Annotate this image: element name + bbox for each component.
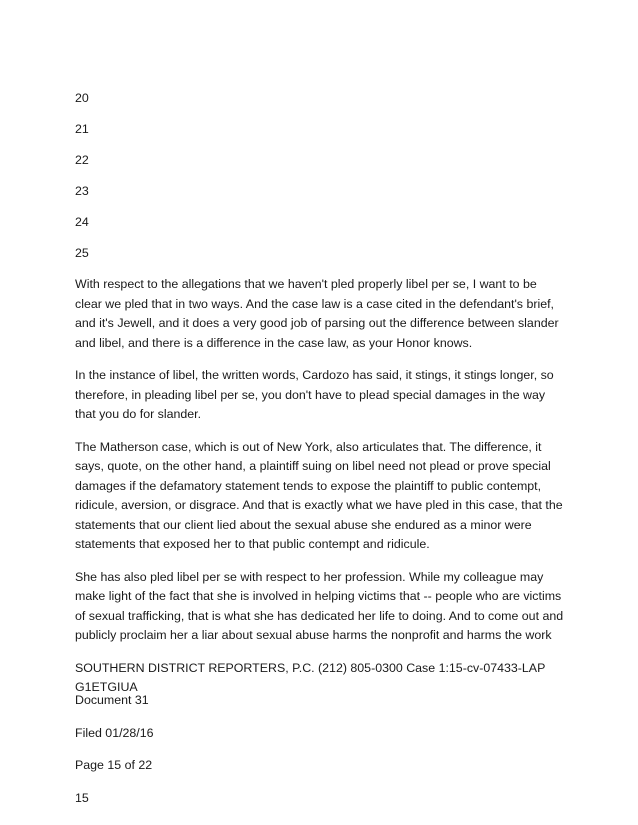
paragraph-profession: She has also pled libel per se with respect to her profession. While my colleague may make light of the fact that she is involved in helping victims that -- people who are victims of sexual trafficking, that is what she has dedicated her life to doing. And to come out and publicly proclaim her a liar about sexual abuse harms the nonprofit and harms the work xyxy=(75,569,564,642)
paragraph-written-words: In the instance of libel, the written words, Cardozo has said, it stings, it stings longer, so therefore, in pleading libel per se, you don't have to plead special damages in the way that you do for slander. xyxy=(75,368,554,421)
line-number-24: 24 xyxy=(75,215,89,229)
filed-date: Filed 01/28/16 xyxy=(75,725,154,740)
document-number: Document 31 xyxy=(75,693,149,707)
line-number-25: 25 xyxy=(75,246,89,260)
paragraph-libel-per-se: With respect to the allegations that we haven't pled properly libel per se, I want to be clear we pled that in two ways. And the case law is a case cited in the defendant's brief, and it's Jewell, and it does a very good job of parsing out the difference between slander and libel, and there is a difference in the case law, as your Honor knows. xyxy=(75,277,559,350)
line-number-21: 21 xyxy=(75,122,89,136)
line-number-20: 20 xyxy=(75,91,89,105)
page-count: Page 15 of 22 xyxy=(75,758,153,772)
line-number-23: 23 xyxy=(75,184,89,198)
line-number-22: 22 xyxy=(75,153,89,167)
page-number: 15 xyxy=(75,790,89,805)
reporter-line: SOUTHERN DISTRICT REPORTERS, P.C. (212) 805-0300 Case 1:15-cv-07433-LAP G1ETGIUA xyxy=(75,660,546,694)
transcript-content xyxy=(75,89,565,821)
paragraph-matherson-case: The Matherson case, which is out of New York, also articulates that. The difference, it says, quote, on the other hand, a plaintiff suing on libel need not plead or prove special damages if the defamatory statement tends to expose the plaintiff to public contempt, ridicule, aversion, or disgrace. And that is exactly what we have pled in this case, that the statements that our client lied about the sexual abuse she endured as a minor were statements that exposed her to that public contempt and ridicule. xyxy=(75,439,563,551)
